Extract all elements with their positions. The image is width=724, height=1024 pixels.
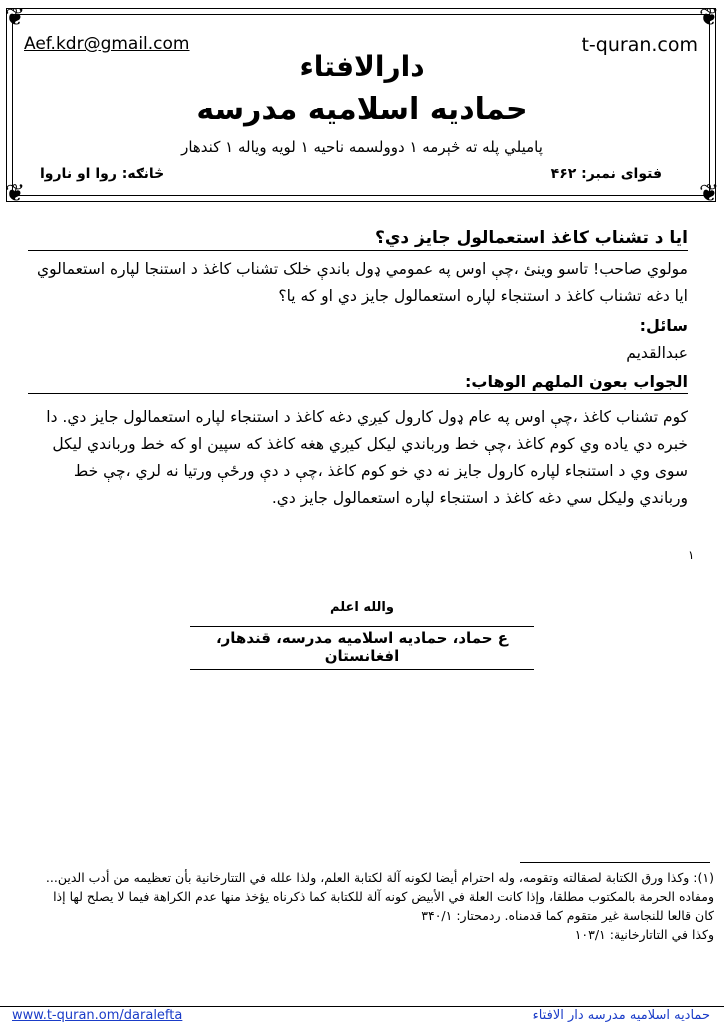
footer-url-link[interactable]: www.t-quran.om/daralefta xyxy=(12,1008,183,1023)
footer-org: حمادیه اسلامیه مدرسه دار الافتاء xyxy=(532,1008,710,1023)
footnote-divider xyxy=(520,862,710,863)
page-subtitle: حمادیه اسلامیه مدرسه xyxy=(196,92,528,127)
header-email[interactable]: Aef.kdr@gmail.com xyxy=(24,34,190,54)
footnote-line-4: وكذا في التاتارخانية: ۱۰۳/۱ xyxy=(574,927,714,942)
header-address: پامیلي پله ته څېرمه ۱ دوولسمه ناحیه ۱ لویه ویاله ۱ کندهار xyxy=(181,138,543,156)
ornament-top-right-icon: ❦ xyxy=(698,3,720,31)
answer-text: کوم تشناب کاغذ ،چې اوس په عام ډول کارول کیږي دغه کاغذ د استنجاء لپاره استعمالول جایز دي. دا خبره دي یاده وي کوم کاغذ ،چې خط ورباندي لیکل کیږي هغه کاغذ که سپین او که خط ورباندي لیکل سوی وي د استنجاء لپاره کارول جایز نه دي خو کوم کاغذ ،چې د دې ورځې ورتیا نه لري ،چې خط ورباندي ولیکل سي دغه کاغذ د استنجاء لپاره استعمالول جایز دي. xyxy=(46,408,688,507)
ornament-bottom-right-icon: ❦ xyxy=(698,179,720,207)
question-text: مولوي صاحب! تاسو وینئ ،چې اوس په عمومي ډول باندې خلک تشناب کاغذ د استنجا لپاره استعمالوي ایا دغه تشناب کاغذ د استنجاء لپاره استعمالول جایز دي او که یا؟ xyxy=(37,260,688,305)
fatwa-number: فتوای نمبر: ۴۶۲ xyxy=(550,166,662,182)
ornament-top-left-icon: ❦ xyxy=(4,3,26,31)
fatwa-category: څانګه: روا او ناروا xyxy=(40,166,165,182)
asker-name: عبدالقدیم xyxy=(626,344,688,362)
answer-heading: الجواب بعون الملهم الوهاب: xyxy=(28,372,688,394)
footnote-line-2: ومفاده الحرمة بالمكتوب مطلقا، وإذا كانت العلة في الأبيض كونه آلة للكتابة كما ذكرناه يؤخذ منها عدم الكراهة فيما لا يصلح لها إذا xyxy=(53,889,714,904)
page-title: دارالافتاء xyxy=(299,50,425,83)
footer-divider xyxy=(0,1006,724,1007)
footnote-mark: ۱ xyxy=(688,548,695,562)
asker-label: سائل: xyxy=(639,316,688,335)
question-heading: ایا د تشناب کاغذ استعمالول جایز دي؟ xyxy=(28,228,688,251)
header-site[interactable]: t-quran.com xyxy=(581,34,698,56)
allah-alam: والله اعلم xyxy=(330,600,394,615)
signature-line: ع حماد، حمادیه اسلامیه مدرسه، قندهار، افغانستان xyxy=(190,626,534,670)
footnote-line-3: كان قالعا للنجاسة غير متقوم كما قدمناه. ردمحتار: ۳۴۰/۱ xyxy=(421,908,714,923)
footnote-line-1: (۱): وكذا ورق الكتابة لصقالته وتقومه، وله احترام أيضا لكونه آلة لكتابة العلم، ولذا علله في التتارخانية بأن تعظيمه من أدب الدين... xyxy=(45,870,714,885)
ornament-bottom-left-icon: ❦ xyxy=(4,179,26,207)
footnotes xyxy=(10,868,714,944)
